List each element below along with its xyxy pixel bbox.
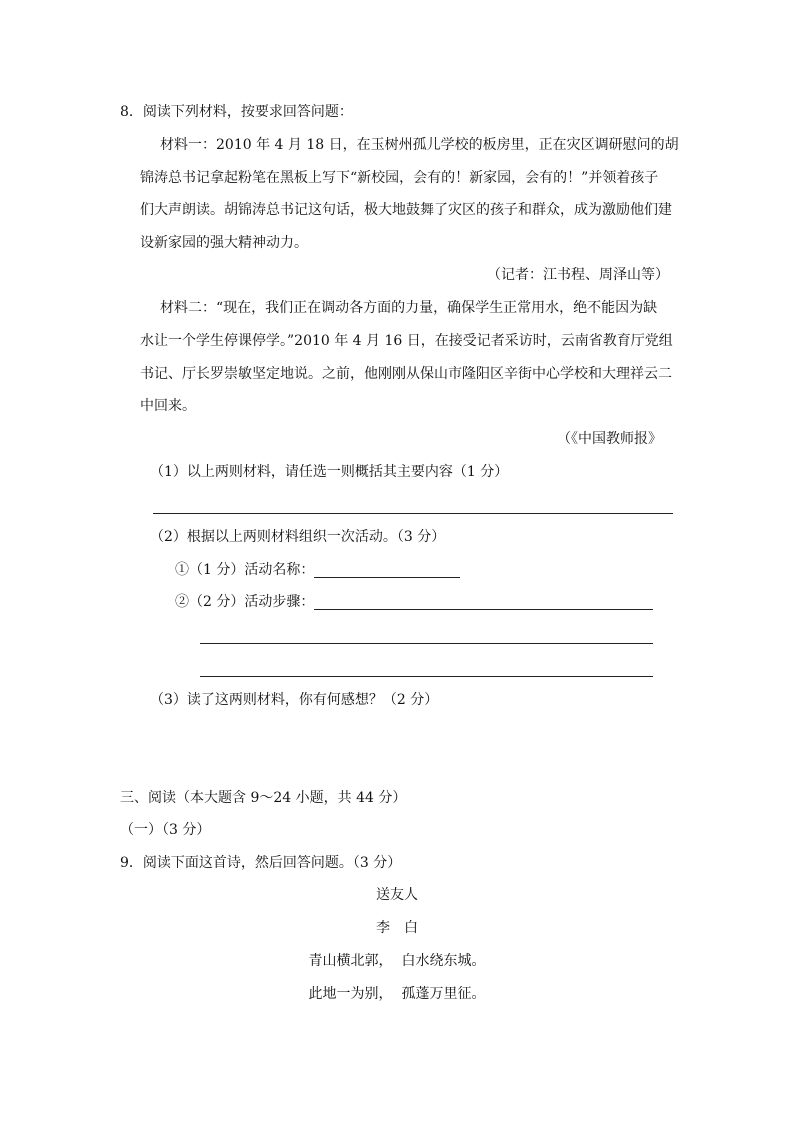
sub-question-3: （3）读了这两则材料，你有何感想？（2 分）: [150, 692, 439, 708]
m2-line: 书记、厅长罗崇敏坚定地说。之前，他刚刚从保山市隆阳区辛街中心学校和大理祥云二: [140, 366, 672, 382]
sub-question-1: （1）以上两则材料，请任选一则概括其主要内容（1 分）: [150, 464, 509, 480]
question-9: 9．阅读下面这首诗，然后回答问题。（3 分）: [120, 855, 402, 871]
section-title: 三、阅读（本大题含 9～24 小题，共 44 分）: [120, 790, 407, 806]
activity-name-label: ①（1 分）活动名称：: [175, 562, 315, 578]
poem-author: 李 白: [376, 920, 418, 936]
m1-line: 们大声朗读。胡锦涛总书记这句话，极大地鼓舞了灾区的孩子和群众，成为激励他们建: [140, 202, 672, 218]
m1-line: 设新家园的强大精神动力。: [140, 235, 308, 251]
activity-name-line[interactable]: [314, 577, 460, 578]
answer-line[interactable]: [153, 513, 673, 514]
activity-steps-line[interactable]: [314, 609, 653, 610]
m1-source: （记者：江书程、周泽山等）: [487, 267, 669, 283]
poem-line: 青山横北郭， 白水绕东城。: [308, 953, 486, 969]
activity-steps-line[interactable]: [200, 676, 653, 677]
m2-line: 材料二：“现在，我们正在调动各方面的力量，确保学生正常用水，绝不能因为缺: [160, 300, 658, 316]
sub-question-2: （2）根据以上两则材料组织一次活动。（3 分）: [150, 529, 446, 545]
m2-line: 水让一个学生停课停学。”2010 年 4 月 16 日，在接受记者采访时，云南省教育厅党组: [140, 333, 673, 349]
activity-steps-label: ②（2 分）活动步骤：: [175, 594, 315, 610]
poem-line: 此地一为别， 孤蓬万里征。: [308, 986, 486, 1002]
m2-line: 中回来。: [140, 398, 196, 414]
q8-title: 8．阅读下列材料，按要求回答问题：: [120, 104, 353, 120]
poem-title: 送友人: [376, 887, 418, 903]
m2-source: （《中国教师报》: [557, 431, 662, 447]
m1-line: 锦涛总书记拿起粉笔在黑板上写下“新校园，会有的！新家园，会有的！”并领着孩子: [140, 170, 659, 186]
m1-line: 材料一：2010 年 4 月 18 日，在玉树州孤儿学校的板房里，正在灾区调研慰问的胡: [160, 137, 679, 153]
part-one-heading: （一）（3 分）: [120, 822, 211, 838]
activity-steps-line[interactable]: [200, 643, 653, 644]
